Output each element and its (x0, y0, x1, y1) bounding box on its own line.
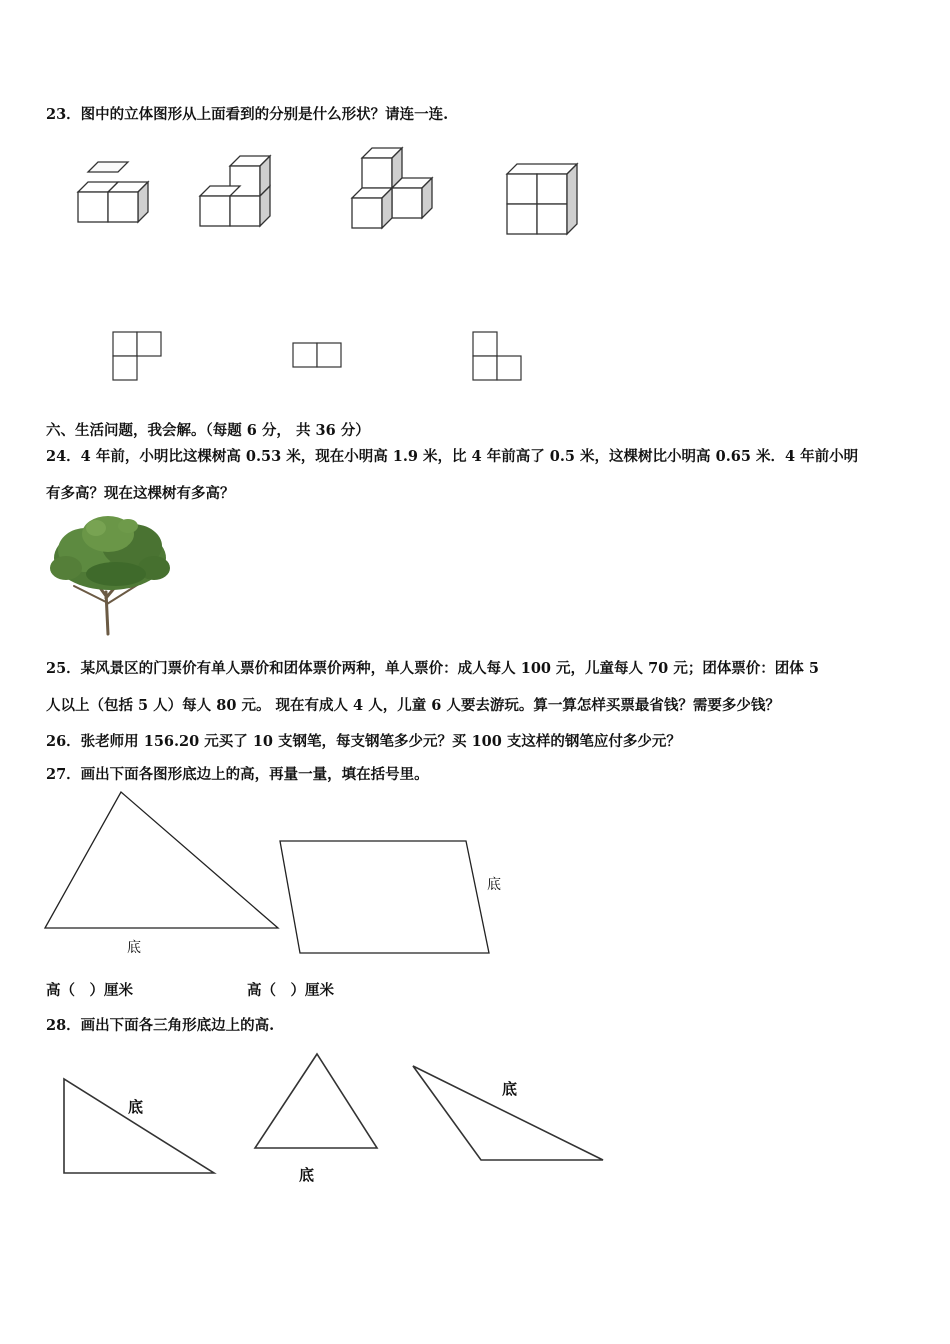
solid-figures (60, 140, 600, 250)
top-view-2 (293, 343, 341, 367)
q27-triangle-base-label: 底 (127, 940, 141, 956)
q24-line-2: 有多高？现在这棵树有多高？ (46, 485, 235, 502)
q26-text: 26．张老师用 156.20 元买了 10 支钢笔，每支钢笔多少元？买 100 支这样的钢笔应付多少元？ (46, 733, 681, 750)
q27-figures (40, 785, 510, 970)
solid-4 (507, 164, 577, 234)
q28-base-label-2: 底 (299, 1166, 315, 1184)
q25-line-2: 人以上（包括 5 人）每人 80 元。 现在有成人 4 人，儿童 6 人要去游玩。算一算怎样买票最省钱？需要多少钱？ (46, 697, 780, 714)
solid-2 (200, 156, 270, 226)
q28-text: 28．画出下面各三角形底边上的高. (46, 1017, 275, 1034)
top-view-3 (473, 332, 521, 380)
solid-3 (352, 148, 432, 228)
q28-triangle-2 (255, 1054, 377, 1148)
q27-parallelogram (280, 841, 489, 953)
q23-text: 23．图中的立体图形从上面看到的分别是什么形状？请连一连. (46, 106, 449, 123)
q27-parallelogram-base-label: 底 (487, 877, 501, 893)
section-6-title: 六、生活问题，我会解。（每题 6 分， 共 36 分） (46, 422, 370, 439)
q25-line-1: 25．某风景区的门票价有单人票价和团体票价两种，单人票价：成人每人 100 元，儿童每人 70 元；团体票价：团体 5 (46, 660, 819, 677)
q27-height-answer-2: 高（ ）厘米 (247, 982, 334, 999)
top-view-1 (113, 332, 161, 380)
q27-height-answer-1: 高（ ）厘米 (46, 982, 133, 999)
q28-base-label-1: 底 (128, 1098, 144, 1116)
q28-base-label-3: 底 (502, 1080, 518, 1098)
solid-1 (78, 162, 148, 222)
top-view-shapes (100, 320, 540, 390)
tree-illustration (46, 512, 176, 637)
q28-triangle-1 (64, 1079, 214, 1173)
q24-line-1: 24．4 年前，小明比这棵树高 0.53 米，现在小明高 1.9 米，比 4 年前高了 0.5 米，这棵树比小明高 0.65 米．4 年前小明 (46, 448, 859, 465)
q27-text: 27．画出下面各图形底边上的高，再量一量，填在括号里。 (46, 766, 429, 783)
q27-triangle (45, 792, 278, 928)
